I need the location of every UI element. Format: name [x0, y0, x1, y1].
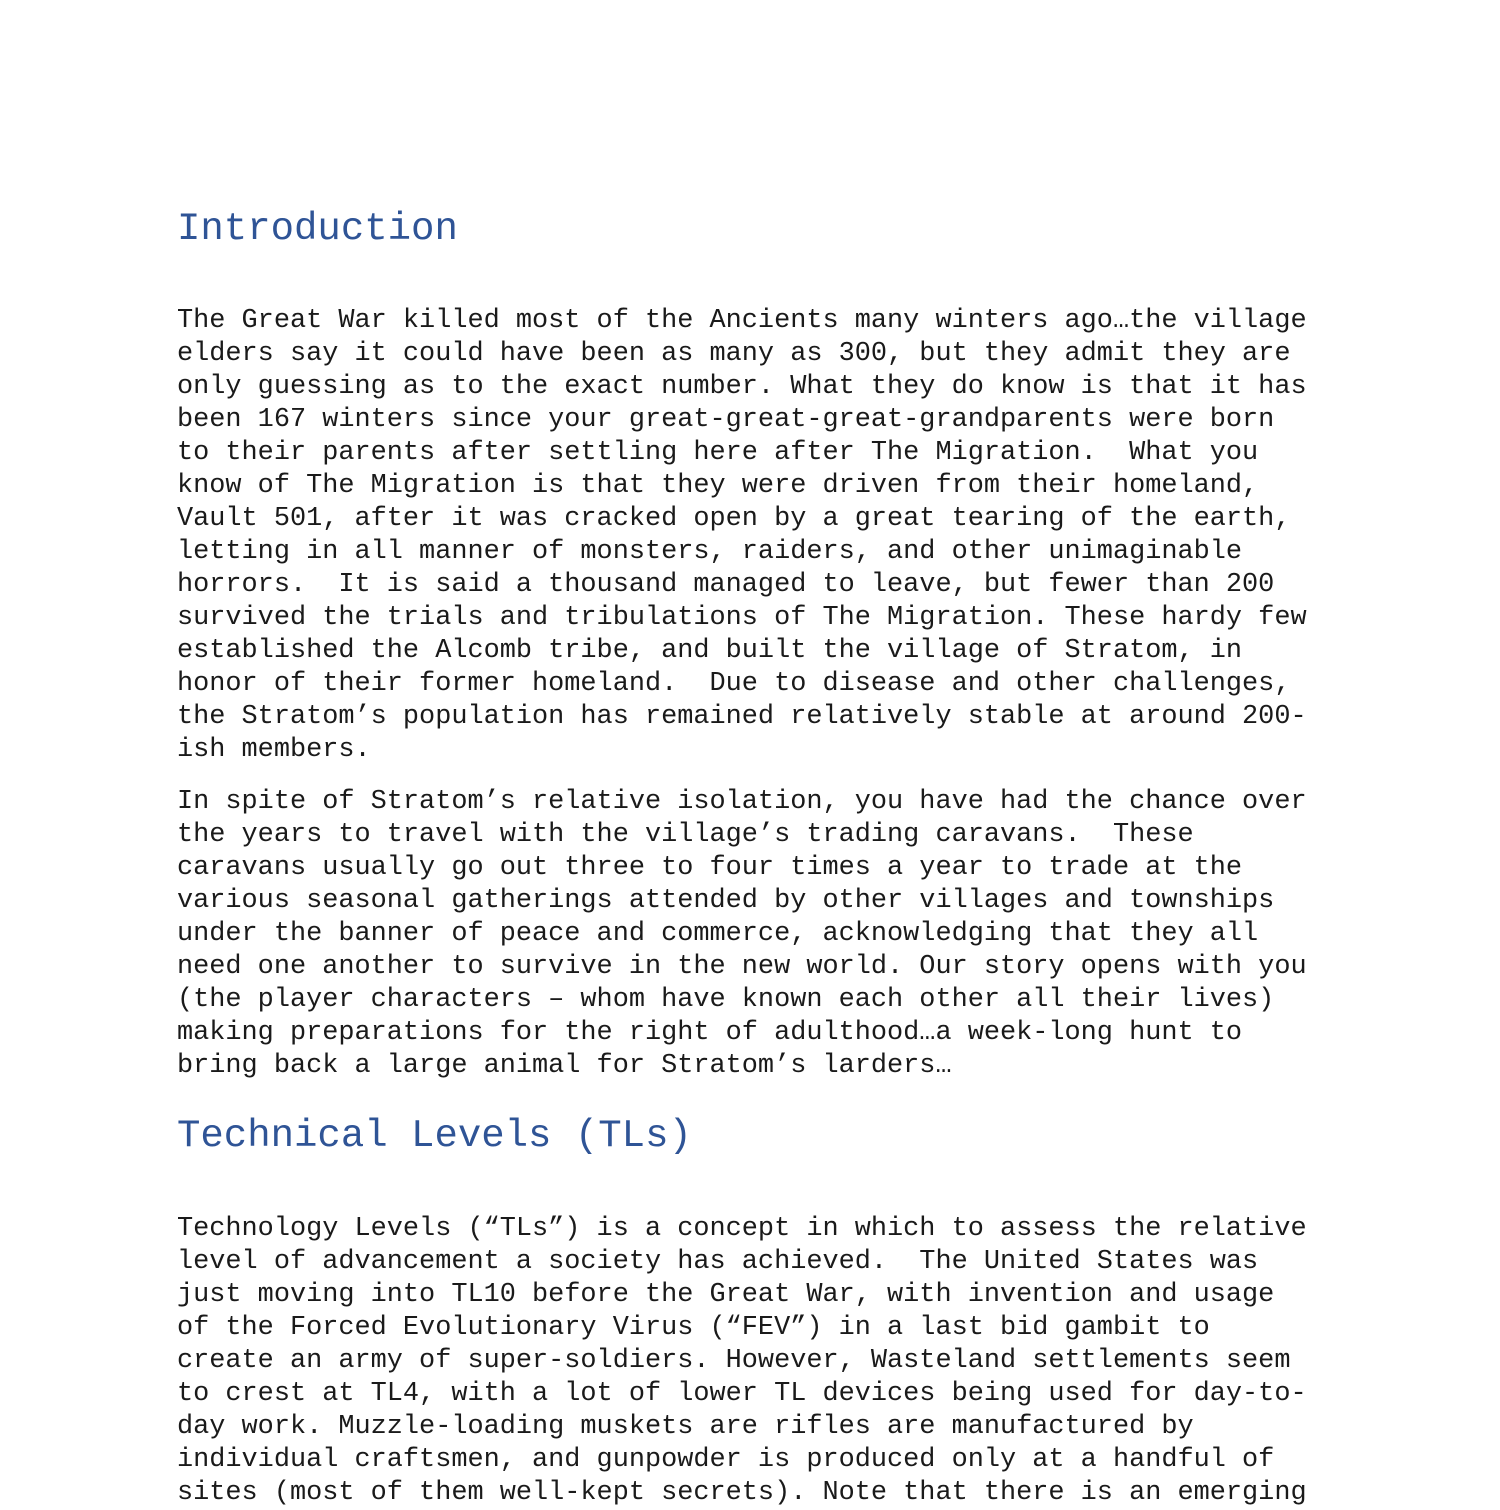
text-line: sites (most of them well-kept secrets). Note that there is an emerging: [177, 1478, 1307, 1508]
text-line: survived the trials and tribulations of The Migration. These hardy few: [177, 603, 1307, 633]
text-line: Vault 501, after it was cracked open by a great tearing of the earth,: [177, 504, 1291, 534]
text-line: (the player characters – whom have known each other all their lives): [177, 985, 1275, 1015]
text-line: Technology Levels (“TLs”) is a concept in which to assess the relative: [177, 1214, 1307, 1244]
text-line: know of The Migration is that they were driven from their homeland,: [177, 471, 1259, 501]
paragraph-intro-2: [177, 786, 1307, 1083]
heading-introduction: Introduction: [177, 207, 458, 251]
text-line: to crest at TL4, with a lot of lower TL devices being used for day-to-: [177, 1379, 1307, 1409]
text-line: need one another to survive in the new world. Our story opens with you: [177, 952, 1307, 982]
text-line: create an army of super-soldiers. However, Wasteland settlements seem: [177, 1346, 1291, 1376]
paragraph-tls-1: [177, 1213, 1307, 1510]
text-line: elders say it could have been as many as 300, but they admit they are: [177, 339, 1291, 369]
text-line: bring back a large animal for Stratom’s larders…: [177, 1051, 952, 1081]
text-line: level of advancement a society has achieved. The United States was: [177, 1247, 1259, 1277]
text-line: been 167 winters since your great-great-great-grandparents were born: [177, 405, 1275, 435]
text-line: ish members.: [177, 735, 371, 765]
text-line: the Stratom’s population has remained relatively stable at around 200-: [177, 702, 1307, 732]
text-line: established the Alcomb tribe, and built the village of Stratom, in: [177, 636, 1243, 666]
text-line: day work. Muzzle-loading muskets are rifles are manufactured by: [177, 1412, 1194, 1442]
text-line: just moving into TL10 before the Great War, with invention and usage: [177, 1280, 1275, 1310]
text-line: letting in all manner of monsters, raiders, and other unimaginable: [177, 537, 1243, 567]
text-line: only guessing as to the exact number. What they do know is that it has: [177, 372, 1307, 402]
text-line: the years to travel with the village’s trading caravans. These: [177, 820, 1194, 850]
text-line: to their parents after settling here after The Migration. What you: [177, 438, 1259, 468]
paragraph-intro-1: [177, 305, 1307, 767]
text-line: The Great War killed most of the Ancients many winters ago…the village: [177, 306, 1307, 336]
text-line: In spite of Stratom’s relative isolation, you have had the chance over: [177, 787, 1307, 817]
heading-technical-levels: Technical Levels (TLs): [177, 1114, 692, 1158]
text-line: of the Forced Evolutionary Virus (“FEV”) in a last bid gambit to: [177, 1313, 1210, 1343]
text-line: individual craftsmen, and gunpowder is produced only at a handful of: [177, 1445, 1275, 1475]
text-line: various seasonal gatherings attended by other villages and townships: [177, 886, 1275, 916]
text-line: honor of their former homeland. Due to disease and other challenges,: [177, 669, 1291, 699]
text-line: making preparations for the right of adulthood…a week-long hunt to: [177, 1018, 1243, 1048]
text-line: horrors. It is said a thousand managed to leave, but fewer than 200: [177, 570, 1275, 600]
text-line: under the banner of peace and commerce, acknowledging that they all: [177, 919, 1259, 949]
text-line: caravans usually go out three to four times a year to trade at the: [177, 853, 1243, 883]
